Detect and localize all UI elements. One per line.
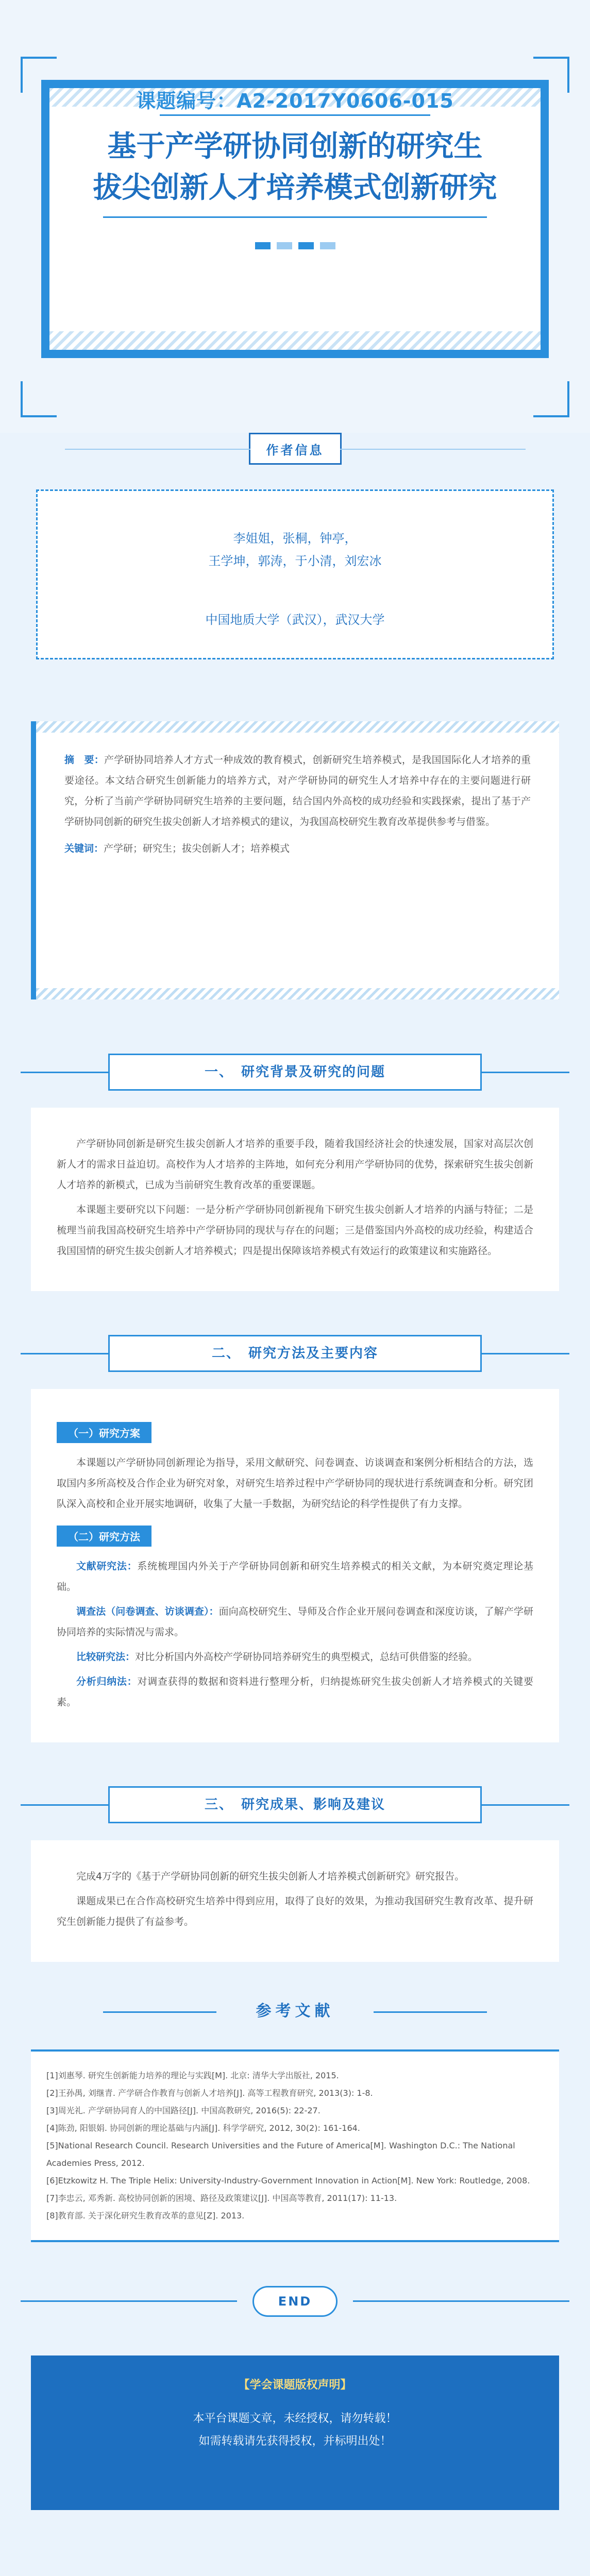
section-heading [0,1030,590,1108]
section-title: 三、 研究成果、影响及建议 [108,1786,482,1823]
method-text: 对比分析国内外高校产学研协同培养研究生的典型模式，总结可供借鉴的经验。 [135,1651,478,1663]
paragraph: 本课题主要研究以下问题：一是分析产学研协同创新视角下研究生拔尖创新人才培养的内涵与特征；二是梳理当前我国高校研究生培养中产学研协同的现状与存在的问题；三是借鉴国内外高校的成功经验，构建适合我国国情的研究生拔尖创新人才培养模式；四是提出保障该培养模式有效运行的政策建议和实施路径。 [57,1204,533,1257]
copyright-notice [31,2355,559,2510]
author-line: 王学坤，郭涛，于小清，刘宏冰 [208,554,382,568]
section-body [31,1840,559,1962]
method-text: 面向高校研究生、导师及合作企业开展问卷调查和深度访谈，了解产学研协同培养的实际情况与需求。 [57,1606,533,1638]
abstract-label: 摘 要： [64,754,105,766]
end-marker [0,2242,590,2355]
reference-item: [3]周光礼. 产学研协同育人的中国路径[J]. 中国高教研究, 2016(5): 22-27. [46,2106,321,2115]
method-text: 系统梳理国内外关于产学研协同创新和研究生培养模式的相关文献，为本研究奠定理论基础。 [57,1561,533,1592]
references-heading [0,1998,590,2029]
hero-banner [0,0,590,433]
reference-item: [4]陈劲, 阳银娟. 协同创新的理论基础与内涵[J]. 科学学研究, 2012, 30(2): 161-164. [46,2123,360,2133]
section-title: 二、 研究方法及主要内容 [108,1335,482,1372]
method-text: 对调查获得的数据和资料进行整理分析，归纳提炼研究生拔尖创新人才培养模式的关键要素。 [57,1676,533,1708]
reference-item: [5]National Research Council. Research Universities and the Future of America[M]. Washington D.C.: The National Academies Press, 2012. [46,2141,515,2168]
reference-item: [8]教育部. 关于深化研究生教育改革的意见[Z]. 2013. [46,2211,245,2221]
square-icon [298,242,314,249]
paragraph: 本课题以产学研协同创新理论为指导，采用文献研究、问卷调查、访谈调查和案例分析相结合的方法，选取国内多所高校及合作企业为研究对象，对研究生培养过程中产学研协同的现状进行系统调查和分析。研究团队深入高校和企业开展实地调研，收集了大量一手数据，为研究结论的科学性提供了有力支撑。 [57,1457,533,1510]
reference-item: [1]刘惠琴. 研究生创新能力培养的理论与实践[M]. 北京: 清华大学出版社, 2015. [46,2071,339,2080]
subsection-tag: （二）研究方法 [57,1526,151,1547]
author-names [38,527,552,572]
divider [482,1072,569,1073]
method-paragraph [57,1601,533,1642]
title-line-2: 拔尖创新人才培养模式创新研究 [93,171,497,205]
page-title [0,126,590,209]
end-badge: END [252,2286,338,2317]
author-line: 李姐姐，张桐，钟亭， [233,531,357,546]
method-lead: 分析归纳法： [76,1676,138,1687]
notice-heading: 【学会课题版权声明】 [238,2379,352,2392]
section-heading [0,1312,590,1389]
divider [482,1353,569,1354]
abstract-card [31,721,559,999]
keywords-value: 产学研；研究生；拔尖创新人才；培养模式 [104,843,290,854]
divider [21,1353,108,1354]
divider [374,2011,487,2013]
divider [482,1804,569,1806]
title-line-1: 基于产学研协同创新的研究生 [107,130,483,163]
method-paragraph [57,1647,533,1667]
section-heading [0,1763,590,1840]
stripe-decoration [36,988,559,999]
divider [103,216,487,218]
author-affiliation: 中国地质大学（武汉），武汉大学 [205,613,385,627]
square-icon [255,242,271,249]
keywords-label: 关键词： [64,843,104,854]
section-body [31,1108,559,1291]
corner-decoration [533,381,569,417]
divider [353,2300,569,2302]
authors-box [36,489,554,659]
corner-decoration [21,381,57,417]
reference-item: [2]王孙禺, 刘继青. 产学研合作教育与创新人才培养[J]. 高等工程教育研究, 2013(3): 1-8. [46,2088,373,2098]
references-title: 参考文献 [256,2002,334,2020]
paragraph: 产学研协同创新是研究生拔尖创新人才培养的重要手段，随着我国经济社会的快速发展，国家对高层次创新人才的需求日益迫切。高校作为人才培养的主阵地，如何充分利用产学研协同的优势，探索研究生拔尖创新人才培养的新模式，已成为当前研究生教育改革的重要课题。 [57,1138,533,1191]
paragraph: 完成4万字的《基于产学研协同创新的研究生拔尖创新人才培养模式创新研究》研究报告。 [76,1871,465,1882]
authors-tag: 作者信息 [249,433,342,465]
method-paragraph [57,1556,533,1597]
section-title: 一、 研究背景及研究的问题 [108,1054,482,1091]
stripe-decoration [49,331,541,350]
divider [160,114,430,116]
subsection-tag: （一）研究方案 [57,1422,151,1443]
notice-line: 如需转载请先获得授权，并标明出处！ [198,2435,392,2448]
stripe-decoration [36,721,559,733]
abstract-body: 产学研协同培养人才方式一种成效的教育模式，创新研究生培养模式，是我国国际化人才培养的重要途径。本文结合研究生创新能力的培养方式，对产学研协同的研究生人才培养中存在的主要问题进行研究，分析了当前产学研协同研究生培养的主要问题，结合国内外高校的成功经验和实践探索，提出了基于产学研协同创新的研究生拔尖创新人才培养模式的建议，为我国高校研究生教育改革提供参考与借鉴。 [64,754,531,827]
square-decoration [0,242,590,249]
paragraph: 课题成果已在合作高校研究生培养中得到应用，取得了良好的效果，为推动我国研究生教育改革、提升研究生创新能力提供了有益参考。 [57,1895,533,1927]
divider [21,1072,108,1073]
section-body [31,1389,559,1742]
notice-line: 本平台课题文章，未经授权，请勿转载！ [193,2412,397,2425]
abstract-text [64,750,531,832]
divider [21,1804,108,1806]
divider [21,2300,237,2302]
keywords [64,838,531,859]
project-code: 课题编号：A2-2017Y0606-015 [136,90,454,112]
reference-item: [6]Etzkowitz H. The Triple Helix: University-Industry-Government Innovation in Action[M]. New York: Routledge, 2008. [46,2176,530,2185]
authors-section [0,433,590,721]
method-lead: 文献研究法： [76,1561,138,1572]
method-lead: 比较研究法： [76,1651,136,1663]
method-lead: 调查法（问卷调查、访谈调查）： [76,1606,219,1617]
references-list [31,2049,559,2242]
method-paragraph [57,1671,533,1713]
divider [103,2011,216,2013]
title-frame [41,80,549,358]
square-icon [277,242,292,249]
reference-item: [7]李忠云, 邓秀新. 高校协同创新的困境、路径及政策建议[J]. 中国高等教育, 2011(17): 11-13. [46,2193,397,2203]
square-icon [320,242,335,249]
